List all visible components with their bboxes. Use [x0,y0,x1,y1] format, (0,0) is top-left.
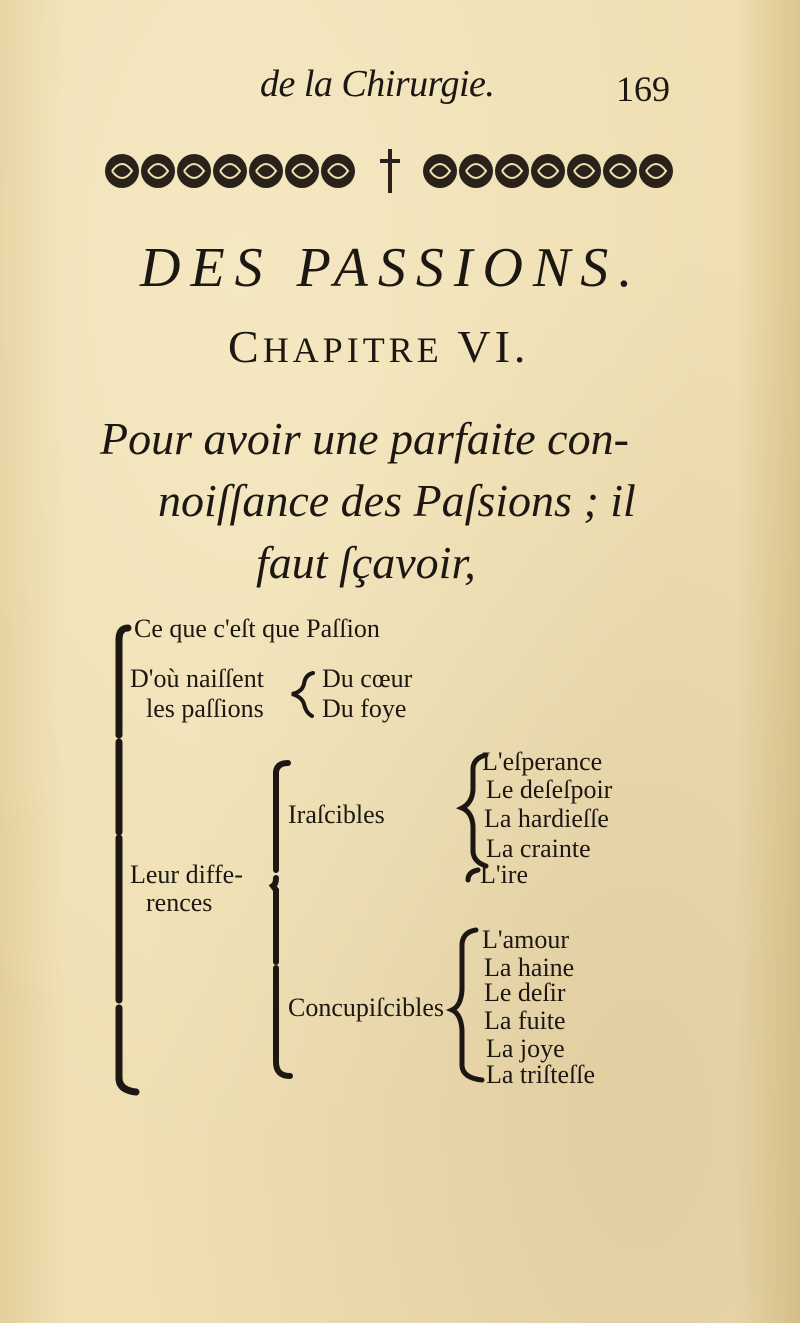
irascible-passion: La crainte [486,834,591,863]
origin-brace [292,673,313,716]
concupiscible-passion: La haine [484,953,575,982]
intro-line: noiſſance des Paſsions ; il [158,475,636,526]
irascible-passion: Le deſeſpoir [486,775,613,804]
irascible-passion: L'eſperance [482,747,603,776]
passion-definition-item: Ce que c'eſt que Paſſion [134,614,380,643]
chapter-number: VI. [457,321,530,372]
section-title: DES PASSIONS. [140,237,643,299]
intro-line: faut ſçavoir, [256,537,476,588]
origin-label-line: les paſſions [146,694,264,723]
irascible-passion: L'ire [480,860,528,889]
origin-option: Du cœur [322,664,413,693]
origin-label-line: D'où naiſſent [130,664,264,693]
concupiscible-label: Concupiſcibles [288,993,444,1022]
differences-label-line: rences [146,888,213,917]
intro-line: Pour avoir une parfaite con- [100,413,629,464]
concupiscible-passion: L'amour [482,925,569,954]
chapter-word: HAPITRE [262,330,443,370]
concupiscible-passion: Le deſir [484,978,566,1007]
origin-option: Du foye [322,694,407,723]
page-number: 169 [616,69,670,109]
running-head: de la Chirurgie. [260,63,495,105]
concupiscible-brace [452,930,482,1080]
differences-label-line: Leur diffe- [130,860,243,889]
concupiscible-passion: La fuite [484,1006,566,1035]
irascible-label: Iraſcibles [288,800,385,829]
chapter-initial: C [228,321,263,372]
concupiscible-passion: La triſteſſe [486,1060,596,1089]
irascible-passion: La hardieſſe [484,804,609,833]
concupiscible-passion: La joye [486,1034,565,1063]
